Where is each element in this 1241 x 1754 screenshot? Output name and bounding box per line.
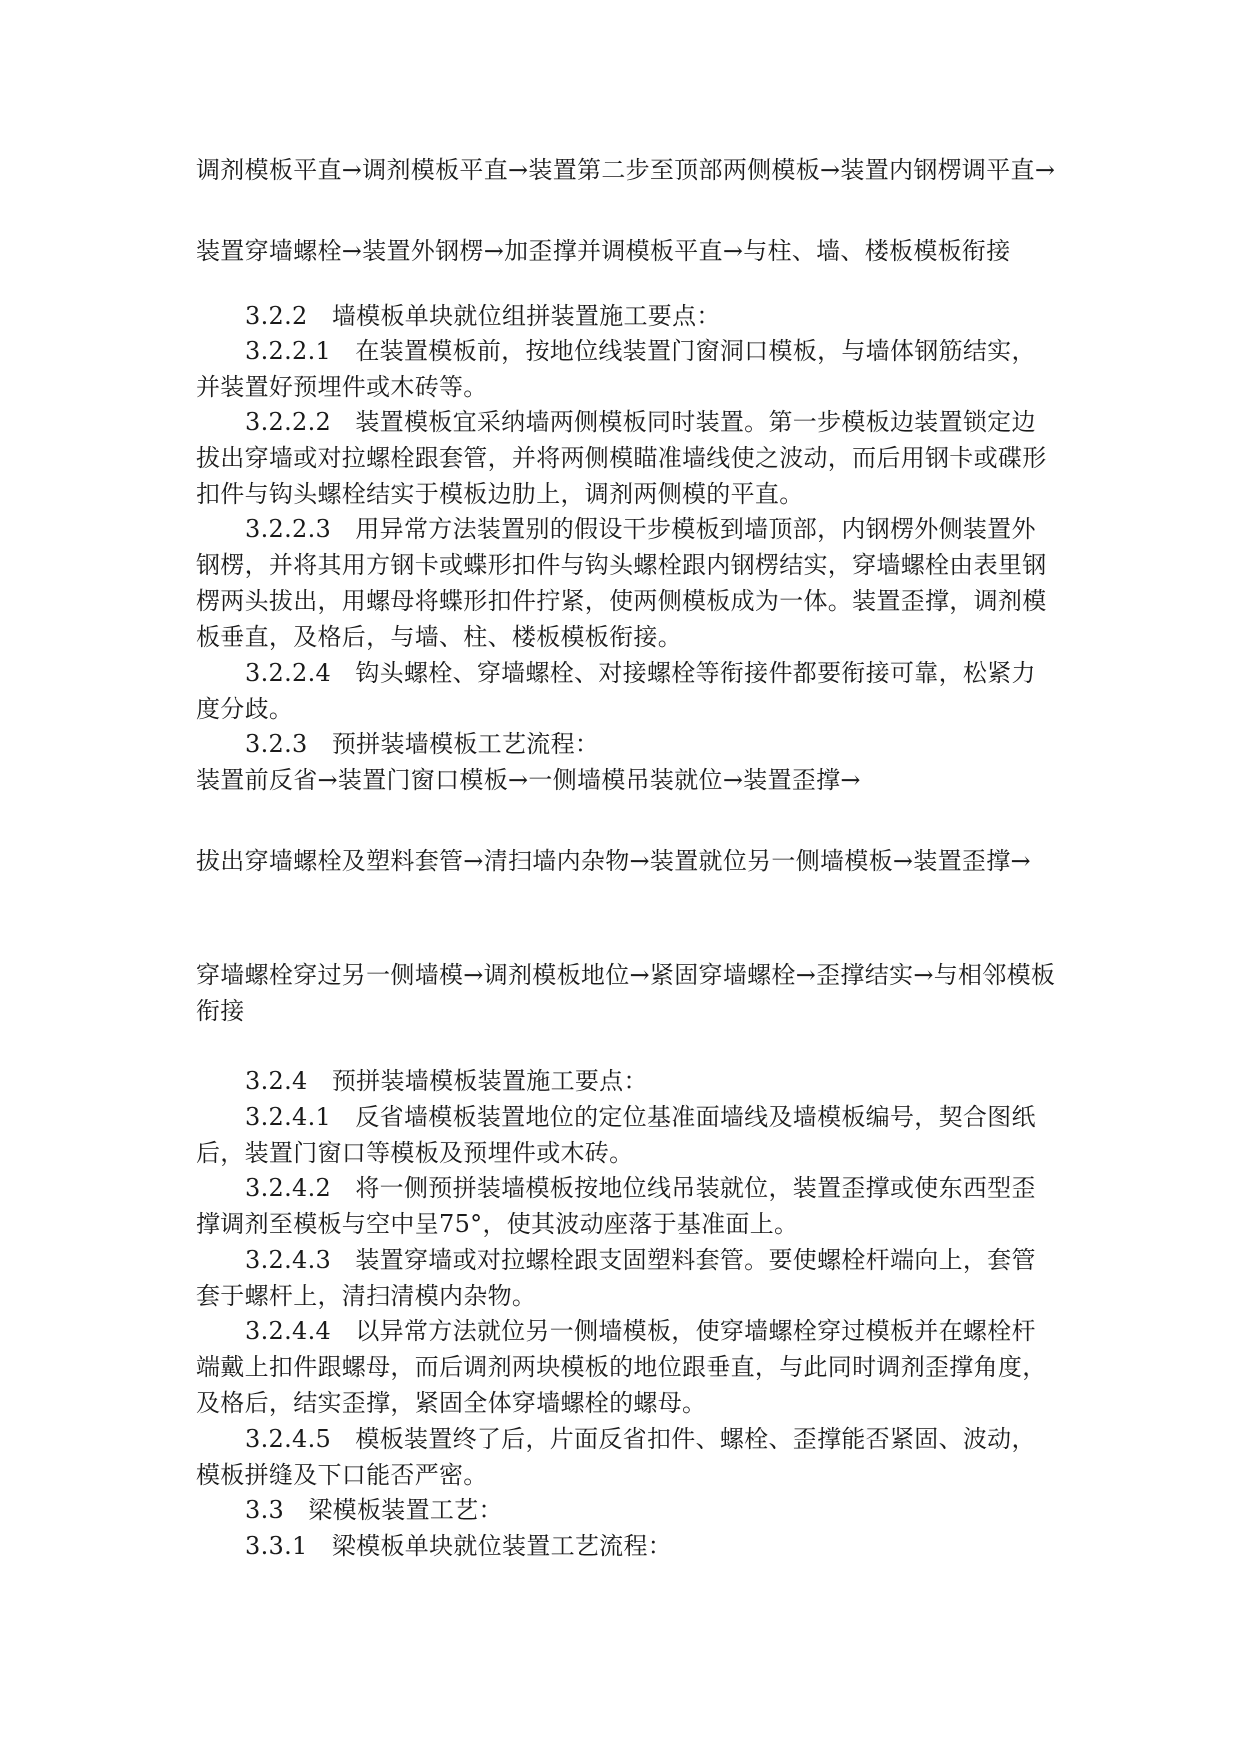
paragraph-3-2-2-4: 3.2.2.4 钩头螺栓、穿墙螺栓、对接螺栓等衔接件都要衔接可靠，松紧力度分歧。 [196,659,1036,723]
paragraph-3-2-4-2: 3.2.4.2 将一侧预拼装墙模板按地位线吊装就位，装置歪撑或使东西型歪撑调剂至模板与空中呈75°，使其波动座落于基准面上。 [196,1174,1036,1238]
flow-line-2: 装置穿墙螺栓→装置外钢楞→加歪撑并调模板平直→与柱、墙、楼板模板衔接 [196,237,1011,265]
section-heading-3-2-4: 3.2.4 预拼装墙模板装置施工要点： [245,1067,648,1095]
flow-line-1: 调剂模板平直→调剂模板平直→装置第二步至顶部两侧模板→装置内钢楞调平直→ [196,156,1056,184]
section-heading-3-2-3: 3.2.3 预拼装墙模板工艺流程： [245,730,600,758]
paragraph-3-2-2-1: 3.2.2.1 在装置模板前，按地位线装置门窗洞口模板，与墙体钢筋结实，并装置好预埋件或木砖等。 [196,337,1036,401]
paragraph-3-2-2-2: 3.2.2.2 装置模板宜采纳墙两侧模板同时装置。第一步模板边装置锁定边拔出穿墙或对拉螺栓跟套管，并将两侧模瞄准墙线使之波动，而后用钢卡或碟形扣件与钩头螺栓结实于模板边肋上，调剂两侧模的平直。 [196,408,1047,508]
flow-line-5: 穿墙螺栓穿过另一侧墙模→调剂模板地位→紧固穿墙螺栓→歪撑结实→与相邻模板衔接 [196,961,1056,1025]
section-heading-3-3: 3.3 梁模板装置工艺： [245,1496,503,1524]
paragraph-3-2-4-4: 3.2.4.4 以异常方法就位另一侧墙模板，使穿墙螺栓穿过模板并在螺栓杆端戴上扣件跟螺母，而后调剂两块模板的地位跟垂直，与此同时调剂歪撑角度，及格后，结实歪撑，紧固全体穿墙螺栓的螺母。 [196,1317,1047,1417]
paragraph-3-2-4-1: 3.2.4.1 反省墙模板装置地位的定位基准面墙线及墙模板编号，契合图纸后，装置门窗口等模板及预埋件或木砖。 [196,1103,1036,1167]
flow-line-4: 拔出穿墙螺栓及塑料套管→清扫墙内杂物→装置就位另一侧墙模板→装置歪撑→ [196,847,1031,875]
section-heading-3-3-1: 3.3.1 梁模板单块就位装置工艺流程： [245,1532,673,1560]
section-heading-3-2-2: 3.2.2 墙模板单块就位组拼装置施工要点： [245,302,721,330]
flow-line-3: 装置前反省→装置门窗口模板→一侧墙模吊装就位→装置歪撑→ [196,766,861,794]
paragraph-3-2-4-3: 3.2.4.3 装置穿墙或对拉螺栓跟支固塑料套管。要使螺栓杆端向上，套管套于螺杆上，清扫清模内杂物。 [196,1246,1036,1310]
paragraph-3-2-4-5: 3.2.4.5 模板装置终了后，片面反省扣件、螺栓、歪撑能否紧固、波动，模板拼缝及下口能否严密。 [196,1425,1036,1489]
paragraph-3-2-2-3: 3.2.2.3 用异常方法装置别的假设干步模板到墙顶部，内钢楞外侧装置外钢楞，并将其用方钢卡或蝶形扣件与钩头螺栓跟内钢楞结实，穿墙螺栓由表里钢楞两头拔出，用螺母将蝶形扣件拧紧，使两侧模板成为一体。装置歪撑，调剂模板垂直，及格后，与墙、柱、楼板模板衔接。 [196,515,1047,651]
